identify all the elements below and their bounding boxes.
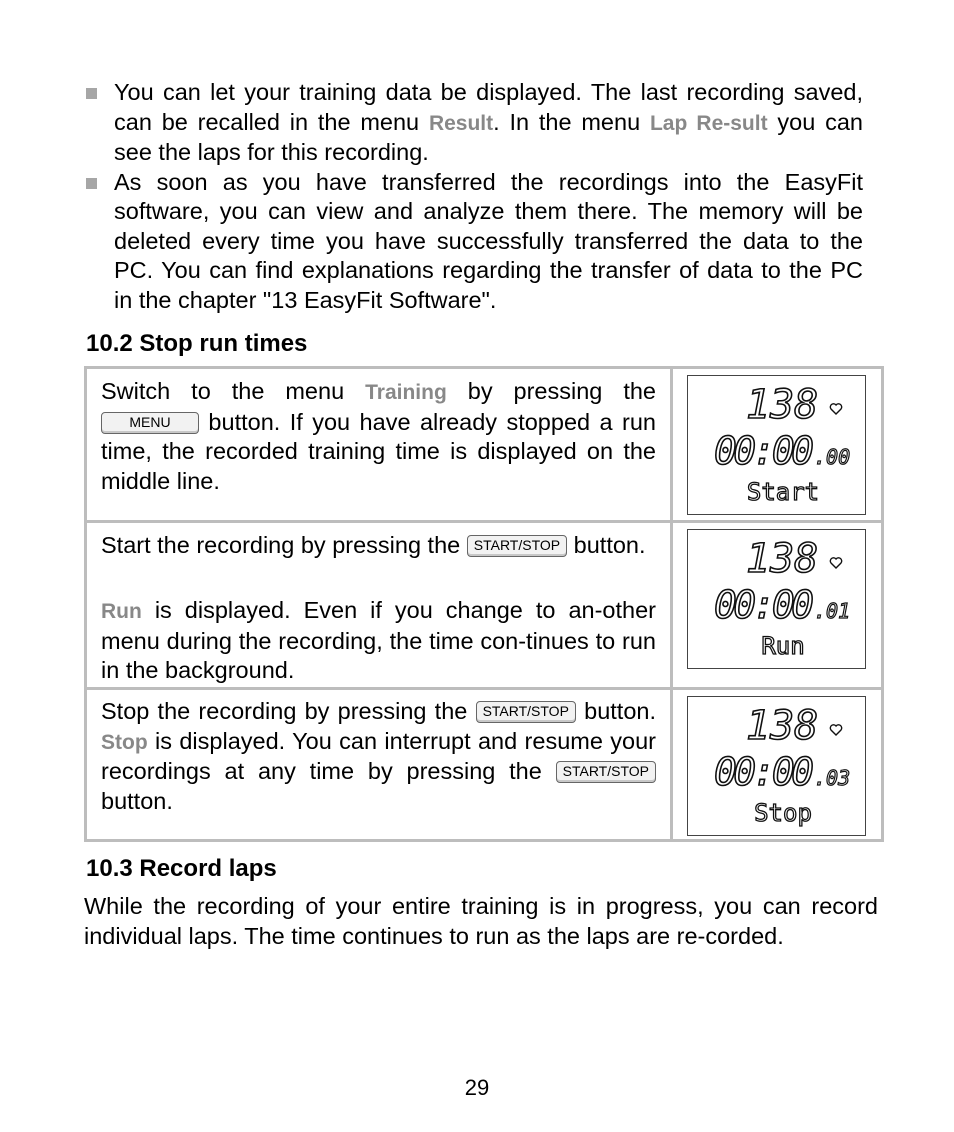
section-heading: 10.2 Stop run times xyxy=(86,330,308,357)
bullet-item xyxy=(84,168,863,316)
instruction-cell xyxy=(87,523,673,690)
status-word-stop: Stop xyxy=(101,730,148,754)
heart-icon xyxy=(830,725,841,735)
lcd-heart-rate: 138 xyxy=(746,703,819,749)
bullet-item xyxy=(84,78,863,168)
menu-button: MENU xyxy=(101,412,199,434)
table-row xyxy=(87,369,881,520)
menu-name-lap-result: Lap Re-sult xyxy=(649,111,768,135)
bullet-text: As soon as you have transferred the recordings into the EasyFit software, you can view and analyze them there. The memory will be deleted every time you have successfully transferred the data to the PC. You can find explanations regarding the transfer of data to the PC in the chapter "13 EasyFit Software". xyxy=(114,168,863,313)
instruction-cell xyxy=(87,369,673,520)
instruction-text: Start the recording by pressing the START/STOP button. xyxy=(101,532,646,558)
instruction-text: Stop the recording by pressing the START/STOP button. Stop is displayed. You can interrupt and resume your recordings at any time by pressing the START/STOP button. xyxy=(101,698,656,814)
instruction-text: Run is displayed. Even if you change to an-other menu during the recording, the time con-tinues to run in the background. xyxy=(101,597,656,683)
section-heading: 10.3 Record laps xyxy=(86,855,277,882)
lcd-display xyxy=(687,375,866,515)
square-bullet-icon xyxy=(86,88,97,99)
lcd-time: 00:00 xyxy=(714,429,814,473)
bullet-list xyxy=(84,78,863,315)
lcd-hundredths: .03 xyxy=(814,766,851,790)
bullet-text: . In the menu xyxy=(493,108,650,135)
table-row xyxy=(87,520,881,690)
lcd-time: 00:00 xyxy=(714,750,814,794)
lcd-hundredths: .01 xyxy=(814,599,851,623)
bullet-text: you can see the laps for this recording. xyxy=(114,108,863,165)
lcd-screen xyxy=(688,697,865,835)
status-word-run: Run xyxy=(101,600,142,623)
page-number: 29 xyxy=(464,1075,490,1100)
lcd-heart-rate: 138 xyxy=(746,536,819,582)
body-paragraph: While the recording of your entire training is in progress, you can record individual laps. The time continues to run as the laps are re-corded. xyxy=(84,893,878,949)
square-bullet-icon xyxy=(86,178,97,189)
lcd-heart-rate: 138 xyxy=(746,382,819,428)
start-stop-button: START/STOP xyxy=(476,701,576,723)
instruction-text: Switch to the menu Training by pressing the MENU button. If you have already stopped a run time, the recorded training time is displayed on the middle line. xyxy=(101,378,656,494)
lcd-hundredths: .00 xyxy=(814,445,851,469)
start-stop-button: START/STOP xyxy=(467,535,567,557)
lcd-status-word: Stop xyxy=(754,799,812,827)
lcd-screen xyxy=(688,376,865,514)
lcd-status-word: Run xyxy=(761,632,805,660)
heart-icon xyxy=(830,558,841,568)
instruction-table xyxy=(84,366,884,842)
lcd-status-word: Start xyxy=(746,478,820,506)
bullet-text: You can let your training data be displayed. The last recording saved, can be recalled in the menu xyxy=(114,79,863,135)
lcd-display xyxy=(687,696,866,836)
menu-name-training: Training xyxy=(365,381,447,404)
menu-name-result: Result xyxy=(428,111,494,135)
heart-icon xyxy=(830,404,841,414)
lcd-display xyxy=(687,529,866,669)
start-stop-button: START/STOP xyxy=(556,761,656,783)
lcd-screen xyxy=(688,530,865,668)
lcd-time: 00:00 xyxy=(714,583,814,627)
instruction-cell xyxy=(87,690,673,842)
table-row xyxy=(87,687,881,842)
